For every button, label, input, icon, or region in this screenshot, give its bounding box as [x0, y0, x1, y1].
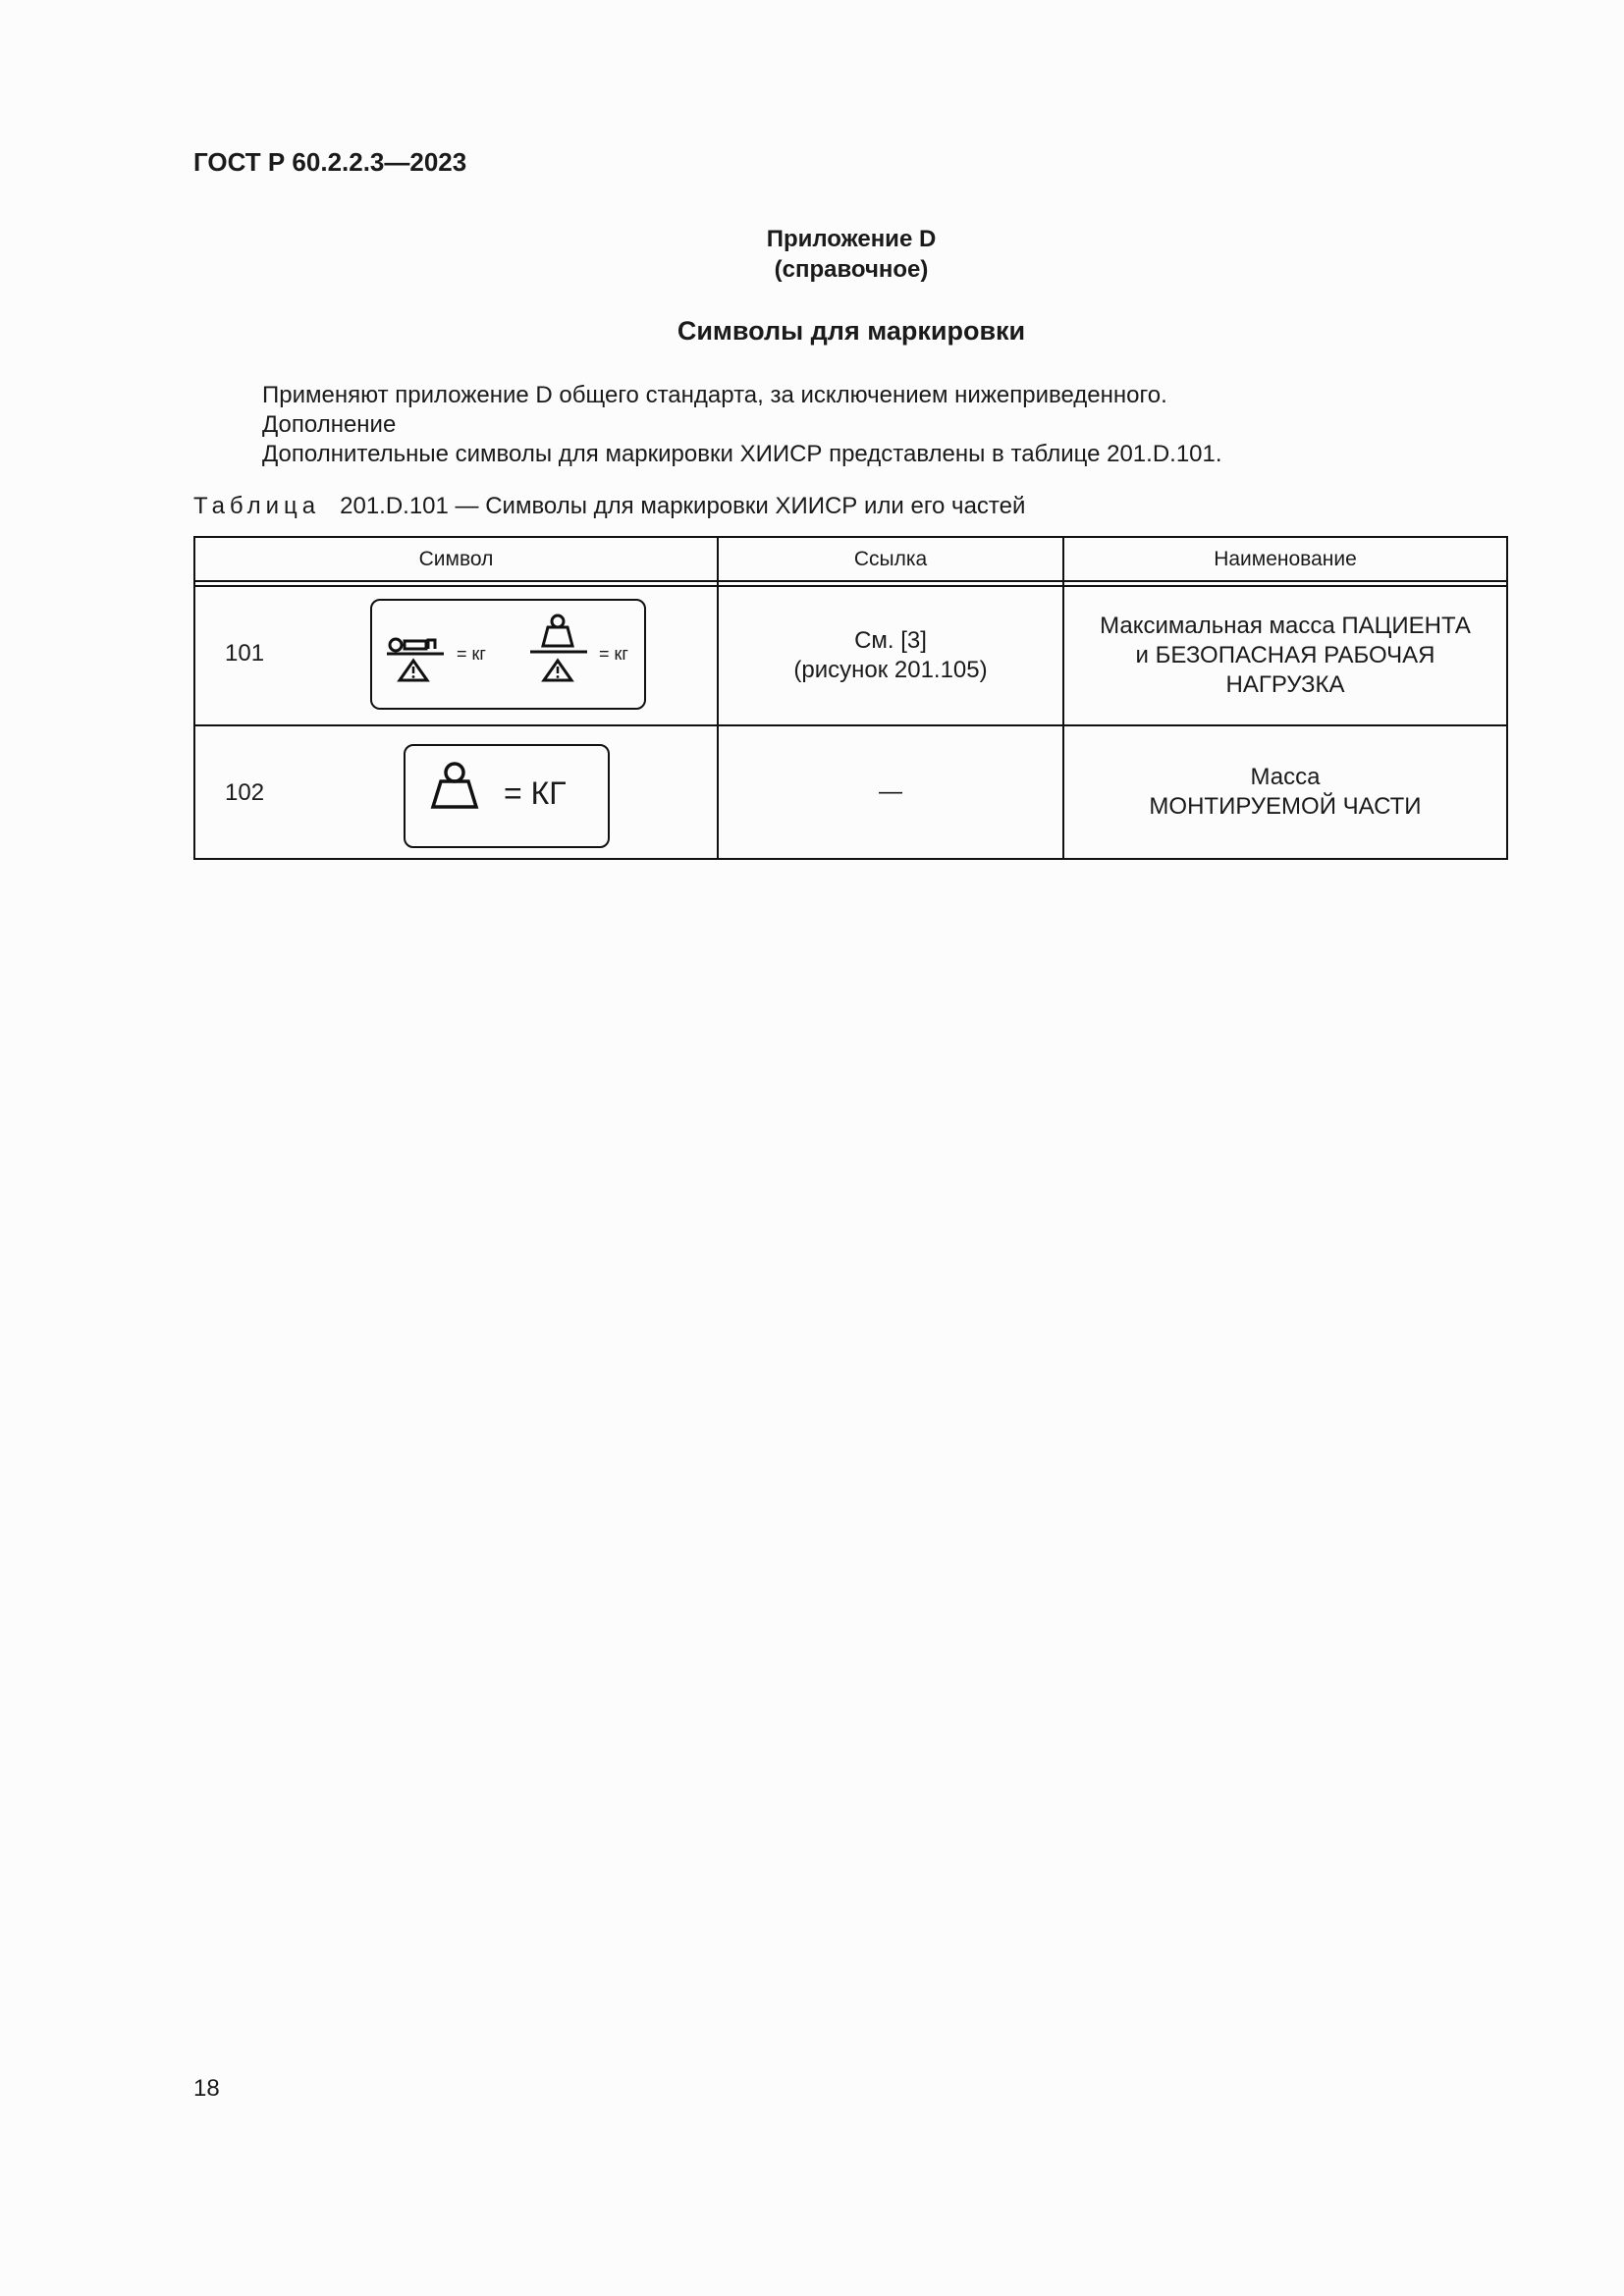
name-101-line-2: и БЕЗОПАСНАЯ РАБОЧАЯ [1135, 642, 1435, 668]
row-number: 101 [225, 640, 265, 667]
mounted-part-mass-icon [419, 760, 498, 828]
safe-working-load-warning-icon [526, 613, 595, 701]
symbols-table [193, 536, 1508, 860]
name-102-line-2: МОНТИРУЕМОЙ ЧАСТИ [1149, 793, 1422, 820]
name-cell-101 [1064, 587, 1506, 724]
table-border-left [193, 536, 195, 860]
appendix-heading [0, 224, 1624, 285]
document-code: ГОСТ Р 60.2.2.3—2023 [193, 147, 467, 177]
table-caption [193, 493, 1025, 520]
symbol-102-frame [404, 744, 610, 848]
name-101-line-1: Максимальная масса ПАЦИЕНТА [1100, 613, 1471, 639]
section-title: Символы для маркировки [677, 316, 1026, 346]
symbol-102-text: = КГ [504, 775, 567, 811]
reference-cell-101 [719, 587, 1062, 724]
paragraph-2: Дополнение [262, 411, 397, 438]
paragraph-3: Дополнительные символы для маркировки ХИИСР представлены в таблице 201.D.101. [262, 441, 1222, 467]
symbol-101-frame [370, 599, 646, 710]
table-border-bottom [193, 858, 1508, 860]
row-number: 102 [225, 779, 265, 806]
name-101-line-3: НАГРУЗКА [1225, 671, 1345, 698]
column-header-symbol: Символ [418, 547, 494, 570]
table-caption-label: Таблица [193, 493, 321, 519]
patient-mass-warning-icon [382, 613, 451, 701]
table-caption-text: 201.D.101 — Символы для маркировки ХИИСР или его частей [340, 493, 1026, 519]
name-cell-102 [1064, 726, 1506, 858]
column-header-reference: Ссылка [853, 547, 928, 570]
symbol-101-text-2: = кг [599, 644, 628, 664]
appendix-title: Приложение D [766, 226, 937, 252]
reference-101-line-1: См. [3] [854, 627, 927, 654]
table-border-right [1506, 536, 1508, 860]
page-number: 18 [193, 2075, 220, 2102]
reference-101-line-2: (рисунок 201.105) [793, 657, 988, 683]
reference-cell-102: — [879, 778, 902, 805]
paragraph-1: Применяют приложение D общего стандарта, за исключением нижеприведенного. [262, 382, 1167, 408]
appendix-subtitle: (справочное) [774, 256, 929, 283]
column-header-name: Наименование [1214, 547, 1357, 570]
table-header-divider [193, 580, 1508, 582]
symbol-101-text-1: = кг [457, 644, 486, 664]
name-102-line-1: Масса [1250, 764, 1321, 790]
